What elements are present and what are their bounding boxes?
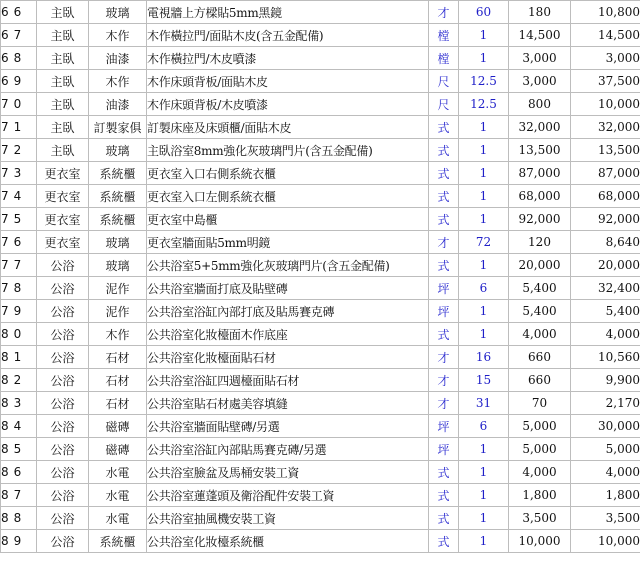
table-row bbox=[1, 47, 640, 70]
table-row bbox=[1, 24, 640, 47]
item-number: 71 bbox=[1, 116, 37, 139]
unit-price-cell: 180 bbox=[509, 1, 571, 24]
unit-cell: 才 bbox=[429, 392, 459, 415]
table-row bbox=[1, 231, 640, 254]
unit-price-cell: 68,000 bbox=[509, 185, 571, 208]
unit-price-cell: 5,400 bbox=[509, 277, 571, 300]
amount-cell: 14,500 bbox=[571, 24, 640, 47]
table-row bbox=[1, 1, 640, 24]
item-number: 79 bbox=[1, 300, 37, 323]
item-number: 88 bbox=[1, 507, 37, 530]
trade-cell: 泥作 bbox=[89, 300, 147, 323]
trade-cell: 玻璃 bbox=[89, 231, 147, 254]
trade-cell: 油漆 bbox=[89, 47, 147, 70]
unit-price-cell: 800 bbox=[509, 93, 571, 116]
unit-cell: 才 bbox=[429, 369, 459, 392]
trade-cell: 石材 bbox=[89, 346, 147, 369]
unit-cell: 才 bbox=[429, 1, 459, 24]
table-body bbox=[1, 1, 640, 553]
area-cell: 公浴 bbox=[37, 438, 89, 461]
item-number: 78 bbox=[1, 277, 37, 300]
item-number: 81 bbox=[1, 346, 37, 369]
unit-cell: 式 bbox=[429, 116, 459, 139]
table-row bbox=[1, 369, 640, 392]
table-row bbox=[1, 484, 640, 507]
area-cell: 公浴 bbox=[37, 507, 89, 530]
area-cell: 公浴 bbox=[37, 323, 89, 346]
area-cell: 更衣室 bbox=[37, 162, 89, 185]
item-number: 70 bbox=[1, 93, 37, 116]
item-number: 87 bbox=[1, 484, 37, 507]
unit-price-cell: 4,000 bbox=[509, 323, 571, 346]
item-number: 76 bbox=[1, 231, 37, 254]
trade-cell: 磁磚 bbox=[89, 438, 147, 461]
unit-cell: 坪 bbox=[429, 415, 459, 438]
table-row bbox=[1, 277, 640, 300]
area-cell: 主臥 bbox=[37, 1, 89, 24]
description-cell: 公共浴室臉盆及馬桶安裝工資 bbox=[147, 461, 429, 484]
quantity-cell: 6 bbox=[459, 277, 509, 300]
unit-cell: 尺 bbox=[429, 70, 459, 93]
description-cell: 公共浴室化妝檯面貼石材 bbox=[147, 346, 429, 369]
amount-cell: 2,170 bbox=[571, 392, 640, 415]
amount-cell: 3,000 bbox=[571, 47, 640, 70]
description-cell: 公共浴室5+5mm強化灰玻璃門片(含五金配備) bbox=[147, 254, 429, 277]
quantity-cell: 1 bbox=[459, 254, 509, 277]
table-row bbox=[1, 162, 640, 185]
item-number: 77 bbox=[1, 254, 37, 277]
description-cell: 公共浴室浴缸內部貼馬賽克磚/另選 bbox=[147, 438, 429, 461]
table-row bbox=[1, 208, 640, 231]
table-row bbox=[1, 116, 640, 139]
trade-cell: 系統櫃 bbox=[89, 208, 147, 231]
quantity-cell: 1 bbox=[459, 300, 509, 323]
table-row bbox=[1, 254, 640, 277]
amount-cell: 92,000 bbox=[571, 208, 640, 231]
quantity-cell: 60 bbox=[459, 1, 509, 24]
unit-cell: 式 bbox=[429, 185, 459, 208]
item-number: 69 bbox=[1, 70, 37, 93]
unit-cell: 式 bbox=[429, 530, 459, 553]
table-row bbox=[1, 461, 640, 484]
area-cell: 主臥 bbox=[37, 70, 89, 93]
item-number: 67 bbox=[1, 24, 37, 47]
unit-price-cell: 1,800 bbox=[509, 484, 571, 507]
item-number: 86 bbox=[1, 461, 37, 484]
description-cell: 電視牆上方樑貼5mm黑鏡 bbox=[147, 1, 429, 24]
unit-price-cell: 660 bbox=[509, 369, 571, 392]
unit-price-cell: 5,000 bbox=[509, 415, 571, 438]
unit-price-cell: 3,500 bbox=[509, 507, 571, 530]
trade-cell: 訂製家俱 bbox=[89, 116, 147, 139]
description-cell: 公共浴室浴缸內部打底及貼馬賽克磚 bbox=[147, 300, 429, 323]
amount-cell: 5,000 bbox=[571, 438, 640, 461]
unit-cell: 樘 bbox=[429, 24, 459, 47]
area-cell: 主臥 bbox=[37, 116, 89, 139]
table-row bbox=[1, 392, 640, 415]
area-cell: 更衣室 bbox=[37, 231, 89, 254]
amount-cell: 10,000 bbox=[571, 93, 640, 116]
unit-cell: 尺 bbox=[429, 93, 459, 116]
amount-cell: 9,900 bbox=[571, 369, 640, 392]
unit-price-cell: 3,000 bbox=[509, 47, 571, 70]
table-row bbox=[1, 323, 640, 346]
quantity-cell: 1 bbox=[459, 47, 509, 70]
amount-cell: 10,000 bbox=[571, 530, 640, 553]
trade-cell: 水電 bbox=[89, 484, 147, 507]
trade-cell: 水電 bbox=[89, 461, 147, 484]
quantity-cell: 1 bbox=[459, 438, 509, 461]
table-row bbox=[1, 93, 640, 116]
item-number: 74 bbox=[1, 185, 37, 208]
description-cell: 公共浴室牆面打底及貼壁磚 bbox=[147, 277, 429, 300]
trade-cell: 系統櫃 bbox=[89, 185, 147, 208]
amount-cell: 68,000 bbox=[571, 185, 640, 208]
quantity-cell: 16 bbox=[459, 346, 509, 369]
amount-cell: 20,000 bbox=[571, 254, 640, 277]
trade-cell: 油漆 bbox=[89, 93, 147, 116]
description-cell: 木作橫拉門/木皮噴漆 bbox=[147, 47, 429, 70]
unit-price-cell: 92,000 bbox=[509, 208, 571, 231]
area-cell: 公浴 bbox=[37, 369, 89, 392]
quantity-cell: 1 bbox=[459, 24, 509, 47]
area-cell: 主臥 bbox=[37, 93, 89, 116]
amount-cell: 87,000 bbox=[571, 162, 640, 185]
table-row bbox=[1, 70, 640, 93]
description-cell: 公共浴室抽風機安裝工資 bbox=[147, 507, 429, 530]
table-row bbox=[1, 415, 640, 438]
item-number: 80 bbox=[1, 323, 37, 346]
quantity-cell: 1 bbox=[459, 323, 509, 346]
table-row bbox=[1, 185, 640, 208]
trade-cell: 木作 bbox=[89, 24, 147, 47]
item-number: 68 bbox=[1, 47, 37, 70]
description-cell: 更衣室入口右側系統衣櫃 bbox=[147, 162, 429, 185]
unit-price-cell: 32,000 bbox=[509, 116, 571, 139]
unit-cell: 式 bbox=[429, 208, 459, 231]
trade-cell: 磁磚 bbox=[89, 415, 147, 438]
unit-cell: 式 bbox=[429, 484, 459, 507]
area-cell: 公浴 bbox=[37, 300, 89, 323]
description-cell: 公共浴室浴缸四週檯面貼石材 bbox=[147, 369, 429, 392]
trade-cell: 水電 bbox=[89, 507, 147, 530]
item-number: 84 bbox=[1, 415, 37, 438]
item-number: 83 bbox=[1, 392, 37, 415]
trade-cell: 玻璃 bbox=[89, 254, 147, 277]
unit-cell: 式 bbox=[429, 254, 459, 277]
trade-cell: 玻璃 bbox=[89, 139, 147, 162]
area-cell: 主臥 bbox=[37, 139, 89, 162]
unit-price-cell: 5,400 bbox=[509, 300, 571, 323]
description-cell: 更衣室牆面貼5mm明鏡 bbox=[147, 231, 429, 254]
unit-price-cell: 10,000 bbox=[509, 530, 571, 553]
unit-price-cell: 4,000 bbox=[509, 461, 571, 484]
unit-price-cell: 70 bbox=[509, 392, 571, 415]
trade-cell: 玻璃 bbox=[89, 1, 147, 24]
table-row bbox=[1, 139, 640, 162]
amount-cell: 5,400 bbox=[571, 300, 640, 323]
table-row bbox=[1, 346, 640, 369]
unit-price-cell: 660 bbox=[509, 346, 571, 369]
area-cell: 公浴 bbox=[37, 346, 89, 369]
quantity-cell: 31 bbox=[459, 392, 509, 415]
quantity-cell: 1 bbox=[459, 507, 509, 530]
unit-price-cell: 5,000 bbox=[509, 438, 571, 461]
area-cell: 主臥 bbox=[37, 47, 89, 70]
description-cell: 更衣室中島櫃 bbox=[147, 208, 429, 231]
description-cell: 訂製床座及床頭櫃/面貼木皮 bbox=[147, 116, 429, 139]
description-cell: 木作橫拉門/面貼木皮(含五金配備) bbox=[147, 24, 429, 47]
quantity-cell: 1 bbox=[459, 530, 509, 553]
area-cell: 公浴 bbox=[37, 461, 89, 484]
area-cell: 更衣室 bbox=[37, 208, 89, 231]
unit-cell: 坪 bbox=[429, 438, 459, 461]
description-cell: 公共浴室蓮蓬頭及衛浴配件安裝工資 bbox=[147, 484, 429, 507]
amount-cell: 13,500 bbox=[571, 139, 640, 162]
amount-cell: 4,000 bbox=[571, 461, 640, 484]
description-cell: 公共浴室化妝檯系統櫃 bbox=[147, 530, 429, 553]
unit-price-cell: 87,000 bbox=[509, 162, 571, 185]
item-number: 85 bbox=[1, 438, 37, 461]
description-cell: 公共浴室化妝檯面木作底座 bbox=[147, 323, 429, 346]
quantity-cell: 6 bbox=[459, 415, 509, 438]
unit-price-cell: 13,500 bbox=[509, 139, 571, 162]
unit-price-cell: 14,500 bbox=[509, 24, 571, 47]
quantity-cell: 1 bbox=[459, 461, 509, 484]
table-row bbox=[1, 438, 640, 461]
amount-cell: 8,640 bbox=[571, 231, 640, 254]
unit-cell: 式 bbox=[429, 139, 459, 162]
table-row bbox=[1, 530, 640, 553]
quantity-cell: 1 bbox=[459, 484, 509, 507]
quantity-cell: 12.5 bbox=[459, 93, 509, 116]
area-cell: 公浴 bbox=[37, 530, 89, 553]
amount-cell: 37,500 bbox=[571, 70, 640, 93]
description-cell: 公共浴室牆面貼壁磚/另選 bbox=[147, 415, 429, 438]
amount-cell: 32,000 bbox=[571, 116, 640, 139]
trade-cell: 系統櫃 bbox=[89, 530, 147, 553]
description-cell: 木作床頭背板/面貼木皮 bbox=[147, 70, 429, 93]
description-cell: 公共浴室貼石材處美容填縫 bbox=[147, 392, 429, 415]
trade-cell: 泥作 bbox=[89, 277, 147, 300]
item-number: 66 bbox=[1, 1, 37, 24]
table-row bbox=[1, 300, 640, 323]
unit-cell: 坪 bbox=[429, 277, 459, 300]
unit-cell: 坪 bbox=[429, 300, 459, 323]
quantity-cell: 15 bbox=[459, 369, 509, 392]
area-cell: 公浴 bbox=[37, 415, 89, 438]
quantity-cell: 72 bbox=[459, 231, 509, 254]
trade-cell: 系統櫃 bbox=[89, 162, 147, 185]
amount-cell: 30,000 bbox=[571, 415, 640, 438]
quantity-cell: 1 bbox=[459, 162, 509, 185]
quantity-cell: 1 bbox=[459, 185, 509, 208]
amount-cell: 1,800 bbox=[571, 484, 640, 507]
quantity-cell: 1 bbox=[459, 208, 509, 231]
area-cell: 主臥 bbox=[37, 24, 89, 47]
trade-cell: 木作 bbox=[89, 70, 147, 93]
area-cell: 公浴 bbox=[37, 392, 89, 415]
quantity-cell: 1 bbox=[459, 116, 509, 139]
unit-cell: 式 bbox=[429, 162, 459, 185]
trade-cell: 石材 bbox=[89, 369, 147, 392]
unit-price-cell: 20,000 bbox=[509, 254, 571, 277]
description-cell: 更衣室入口左側系統衣櫃 bbox=[147, 185, 429, 208]
description-cell: 主臥浴室8mm強化灰玻璃門片(含五金配備) bbox=[147, 139, 429, 162]
unit-cell: 才 bbox=[429, 231, 459, 254]
description-cell: 木作床頭背板/木皮噴漆 bbox=[147, 93, 429, 116]
unit-cell: 式 bbox=[429, 461, 459, 484]
area-cell: 公浴 bbox=[37, 484, 89, 507]
item-number: 72 bbox=[1, 139, 37, 162]
amount-cell: 32,400 bbox=[571, 277, 640, 300]
amount-cell: 10,800 bbox=[571, 1, 640, 24]
area-cell: 更衣室 bbox=[37, 185, 89, 208]
unit-price-cell: 120 bbox=[509, 231, 571, 254]
table-row bbox=[1, 507, 640, 530]
quantity-cell: 1 bbox=[459, 139, 509, 162]
trade-cell: 石材 bbox=[89, 392, 147, 415]
amount-cell: 10,560 bbox=[571, 346, 640, 369]
item-number: 73 bbox=[1, 162, 37, 185]
unit-price-cell: 3,000 bbox=[509, 70, 571, 93]
item-number: 75 bbox=[1, 208, 37, 231]
area-cell: 公浴 bbox=[37, 277, 89, 300]
unit-cell: 式 bbox=[429, 323, 459, 346]
quantity-cell: 12.5 bbox=[459, 70, 509, 93]
unit-cell: 樘 bbox=[429, 47, 459, 70]
unit-cell: 才 bbox=[429, 346, 459, 369]
unit-cell: 式 bbox=[429, 507, 459, 530]
item-number: 82 bbox=[1, 369, 37, 392]
amount-cell: 3,500 bbox=[571, 507, 640, 530]
item-number: 89 bbox=[1, 530, 37, 553]
area-cell: 公浴 bbox=[37, 254, 89, 277]
trade-cell: 木作 bbox=[89, 323, 147, 346]
amount-cell: 4,000 bbox=[571, 323, 640, 346]
